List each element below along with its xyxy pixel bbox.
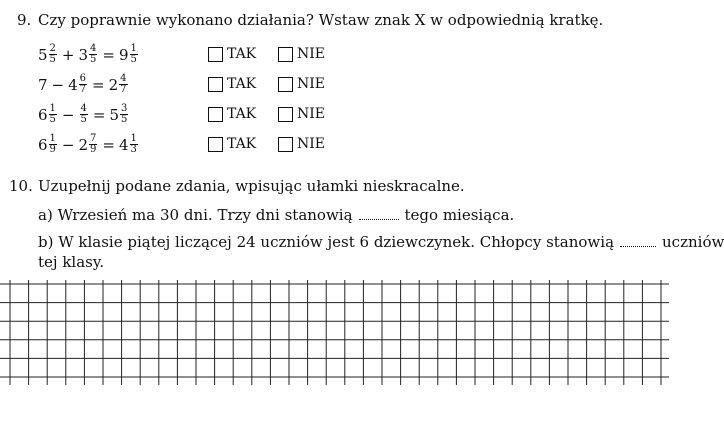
option-nie-row-4[interactable] (278, 136, 325, 152)
option-tak-row-4[interactable] (208, 136, 256, 152)
operand-b-whole: 4 (68, 75, 78, 94)
operand-b-fraction (79, 74, 87, 95)
operand-a-denominator: 9 (49, 144, 56, 155)
operand-a-denominator: 5 (49, 114, 56, 125)
operand-b-numerator: 6 (79, 73, 87, 84)
operand-a (38, 76, 48, 94)
operator: + (61, 45, 75, 64)
equation-3 (38, 104, 129, 125)
result (119, 44, 139, 65)
operand-b-whole: 2 (78, 135, 89, 154)
subquestion-b (38, 233, 724, 251)
operand-b-denominator: 9 (90, 144, 97, 155)
operand-b-numerator: 7 (90, 133, 97, 144)
option-tak-label: TAK (227, 76, 257, 92)
operand-b-whole: 3 (78, 45, 89, 64)
operand-a-numerator: 1 (49, 103, 56, 114)
option-nie-label: NIE (297, 106, 325, 122)
option-tak-label: TAK (227, 106, 257, 122)
result-whole: 2 (108, 75, 119, 94)
result-fraction (120, 104, 128, 125)
result-whole: 5 (109, 105, 119, 124)
result (109, 104, 129, 125)
subquestion-b-continuation: tej klasy. (38, 253, 105, 271)
operator: − (61, 135, 75, 154)
subquestion-b-text: b) W klasie piątej liczącej 24 uczniów jest 6 dziewczynek. Chłopcy stanowią (38, 233, 615, 251)
operand-a-fraction (49, 104, 57, 125)
result-whole: 4 (119, 135, 129, 154)
option-nie-row-3[interactable] (278, 106, 325, 122)
checkbox-tak[interactable] (208, 107, 223, 122)
result-numerator: 1 (130, 43, 137, 54)
operand-b-fraction (89, 134, 97, 155)
option-tak-row-2[interactable] (208, 76, 256, 92)
operand-a-whole: 7 (38, 75, 48, 94)
result-denominator: 7 (120, 84, 127, 95)
operand-a-fraction (49, 134, 57, 155)
answer-blank-b[interactable] (620, 234, 656, 247)
option-tak-label: TAK (227, 136, 257, 152)
operand-a (38, 104, 58, 125)
result (109, 74, 129, 95)
subquestion-b-tail: uczniów (662, 233, 724, 251)
operand-b-denominator: 5 (80, 114, 87, 125)
option-tak-row-3[interactable] (208, 106, 256, 122)
result-numerator: 3 (121, 103, 128, 114)
option-nie-row-1[interactable] (278, 46, 325, 62)
checkbox-tak[interactable] (208, 47, 223, 62)
result-denominator: 5 (130, 54, 137, 65)
operand-a (38, 134, 58, 155)
operand-b (79, 44, 99, 65)
operand-b-numerator: 4 (90, 43, 97, 54)
checkbox-nie[interactable] (278, 47, 293, 62)
result-numerator: 4 (120, 73, 127, 84)
operand-b (68, 74, 88, 95)
operand-b-numerator: 4 (80, 103, 87, 114)
checkbox-tak[interactable] (208, 77, 223, 92)
subquestion-a-text: a) Wrzesień ma 30 dni. Trzy dni stanowią (38, 206, 353, 224)
result-denominator: 5 (121, 114, 128, 125)
option-nie-label: NIE (297, 136, 325, 152)
operand-a-whole: 6 (38, 105, 48, 124)
question-10-number: 10. (9, 177, 33, 195)
operand-a (38, 44, 58, 65)
checkbox-nie[interactable] (278, 137, 293, 152)
operand-b-denominator: 5 (90, 54, 97, 65)
operand-a-whole: 5 (38, 45, 48, 64)
operand-a-numerator: 1 (49, 133, 56, 144)
option-nie-label: NIE (297, 46, 325, 62)
equals-sign: = (92, 75, 105, 94)
result-numerator: 1 (130, 133, 137, 144)
result-whole: 9 (119, 45, 129, 64)
checkbox-tak[interactable] (208, 137, 223, 152)
question-9-number: 9. (17, 11, 32, 29)
operator: − (51, 75, 65, 94)
subquestion-a (38, 206, 514, 224)
operand-a-denominator: 5 (49, 54, 56, 65)
question-10-prompt: Uzupełnij podane zdania, wpisując ułamki nieskracalne. (38, 177, 465, 195)
result (119, 134, 139, 155)
answer-grid[interactable] (0, 280, 669, 390)
equals-sign: = (102, 45, 115, 64)
option-nie-row-2[interactable] (278, 76, 325, 92)
operand-a-numerator: 2 (49, 43, 56, 54)
checkbox-nie[interactable] (278, 77, 293, 92)
option-nie-label: NIE (297, 76, 325, 92)
operand-a-fraction (49, 44, 57, 65)
result-denominator: 3 (130, 144, 137, 155)
operand-b (79, 134, 99, 155)
operand-b-fraction (80, 104, 88, 125)
answer-blank-a[interactable] (359, 207, 399, 220)
result-fraction (130, 134, 138, 155)
result-fraction (130, 44, 138, 65)
equation-4 (38, 134, 139, 155)
equals-sign: = (92, 105, 106, 124)
option-tak-row-1[interactable] (208, 46, 256, 62)
result-fraction (119, 74, 127, 95)
equation-2 (38, 74, 129, 95)
operand-a-whole: 6 (38, 135, 48, 154)
option-tak-label: TAK (227, 46, 257, 62)
operand-b (79, 104, 89, 125)
operator: − (61, 105, 75, 124)
question-9-prompt: Czy poprawnie wykonano działania? Wstaw znak X w odpowiednią kratkę. (38, 11, 604, 29)
operand-b-denominator: 7 (79, 84, 87, 95)
operand-b-fraction (89, 44, 97, 65)
equation-1 (38, 44, 139, 65)
checkbox-nie[interactable] (278, 107, 293, 122)
equals-sign: = (102, 135, 115, 154)
subquestion-a-tail: tego miesiąca. (404, 206, 515, 224)
